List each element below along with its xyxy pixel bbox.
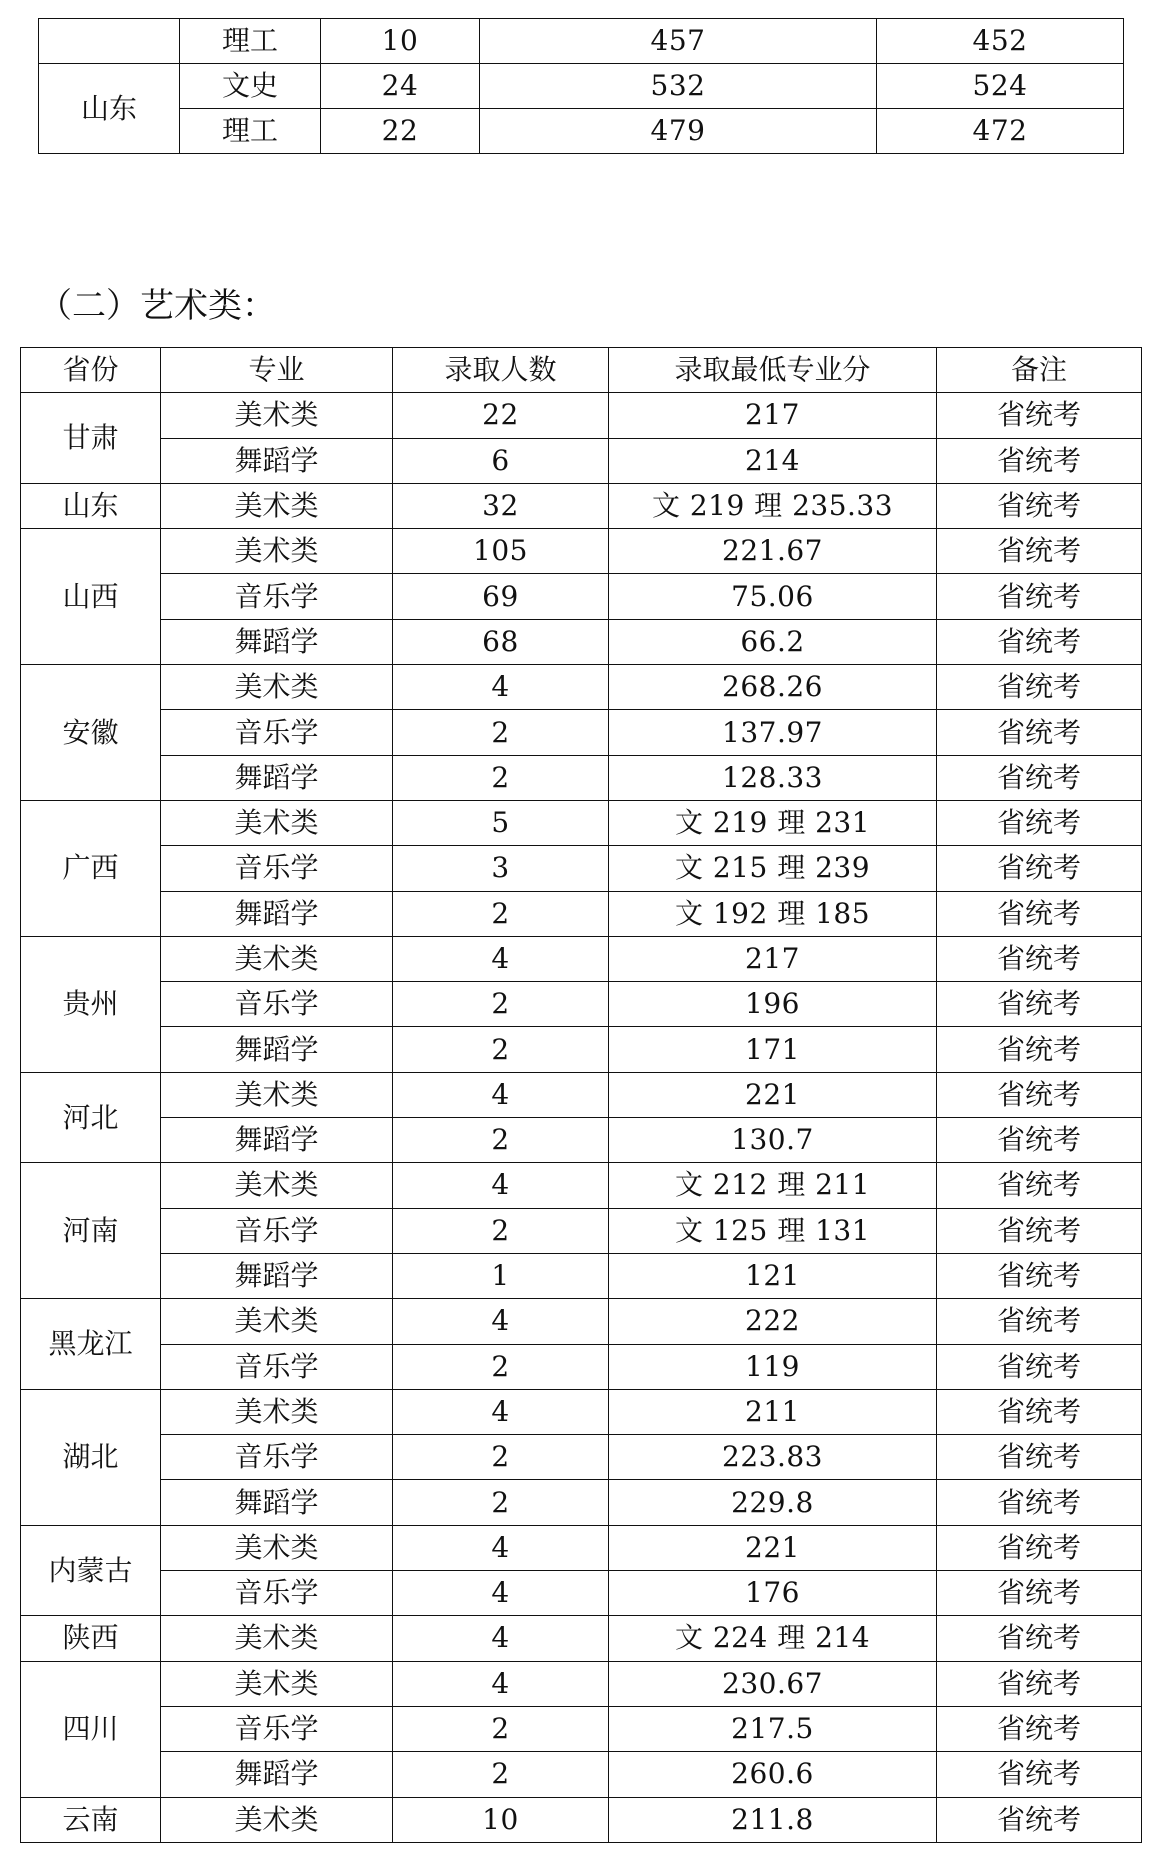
major-cell: 舞蹈学 — [161, 755, 393, 800]
header-row — [21, 348, 1142, 393]
count-cell: 4 — [393, 1072, 609, 1117]
major-cell: 舞蹈学 — [161, 1752, 393, 1797]
table-row — [21, 483, 1142, 528]
major-cell: 美术类 — [161, 1389, 393, 1434]
province-cell: 湖北 — [21, 1389, 161, 1525]
art-table-body — [21, 393, 1142, 1843]
table-row — [21, 665, 1142, 710]
note-cell: 省统考 — [937, 1797, 1142, 1842]
min-score-cell: 文 212 理 211 — [609, 1163, 937, 1208]
count-cell: 69 — [393, 574, 609, 619]
min-score-cell: 230.67 — [609, 1661, 937, 1706]
major-cell: 舞蹈学 — [161, 891, 393, 936]
table-row — [21, 1797, 1142, 1842]
note-cell: 省统考 — [937, 1752, 1142, 1797]
score-cell: 472 — [877, 109, 1124, 154]
major-cell: 舞蹈学 — [161, 619, 393, 664]
note-cell: 省统考 — [937, 1525, 1142, 1570]
min-score-cell: 211 — [609, 1389, 937, 1434]
min-score-cell: 176 — [609, 1571, 937, 1616]
note-cell: 省统考 — [937, 529, 1142, 574]
note-cell: 省统考 — [937, 936, 1142, 981]
count-cell: 32 — [393, 483, 609, 528]
major-cell: 美术类 — [161, 393, 393, 438]
note-cell: 省统考 — [937, 619, 1142, 664]
table-row — [21, 1435, 1142, 1480]
count-cell: 2 — [393, 1118, 609, 1163]
table-row — [21, 846, 1142, 891]
header-count: 录取人数 — [393, 348, 609, 393]
min-score-cell: 211.8 — [609, 1797, 937, 1842]
count-cell: 4 — [393, 1163, 609, 1208]
note-cell: 省统考 — [937, 1571, 1142, 1616]
table-row — [21, 393, 1142, 438]
category-cell: 理工 — [180, 109, 321, 154]
count-cell: 4 — [393, 1389, 609, 1434]
major-cell: 美术类 — [161, 1072, 393, 1117]
min-score-cell: 66.2 — [609, 619, 937, 664]
table-row — [21, 1163, 1142, 1208]
table-row — [21, 800, 1142, 845]
province-cell: 贵州 — [21, 936, 161, 1072]
major-cell: 音乐学 — [161, 982, 393, 1027]
major-cell: 美术类 — [161, 1299, 393, 1344]
header-note: 备注 — [937, 348, 1142, 393]
min-score-cell: 221 — [609, 1525, 937, 1570]
min-score-cell: 128.33 — [609, 755, 937, 800]
count-cell: 3 — [393, 846, 609, 891]
table-row — [21, 1661, 1142, 1706]
art-admission-table — [20, 347, 1142, 1843]
note-cell: 省统考 — [937, 1389, 1142, 1434]
major-cell: 音乐学 — [161, 1706, 393, 1751]
note-cell: 省统考 — [937, 1299, 1142, 1344]
province-cell: 山东 — [39, 64, 180, 154]
major-cell: 舞蹈学 — [161, 1027, 393, 1072]
count-cell: 2 — [393, 1480, 609, 1525]
note-cell: 省统考 — [937, 1435, 1142, 1480]
min-score-cell: 221.67 — [609, 529, 937, 574]
province-cell: 四川 — [21, 1661, 161, 1797]
min-score-cell: 137.97 — [609, 710, 937, 755]
count-cell: 6 — [393, 438, 609, 483]
major-cell: 舞蹈学 — [161, 1118, 393, 1163]
province-cell: 黑龙江 — [21, 1299, 161, 1390]
note-cell: 省统考 — [937, 1163, 1142, 1208]
count-cell: 5 — [393, 800, 609, 845]
min-score-cell: 217 — [609, 393, 937, 438]
province-cell: 甘肃 — [21, 393, 161, 484]
min-score-cell: 171 — [609, 1027, 937, 1072]
note-cell: 省统考 — [937, 574, 1142, 619]
min-score-cell: 222 — [609, 1299, 937, 1344]
table-row — [21, 1072, 1142, 1117]
major-cell: 音乐学 — [161, 846, 393, 891]
count-cell: 1 — [393, 1253, 609, 1298]
table-row — [21, 1299, 1142, 1344]
note-cell: 省统考 — [937, 982, 1142, 1027]
count-cell: 2 — [393, 1752, 609, 1797]
note-cell: 省统考 — [937, 1118, 1142, 1163]
major-cell: 音乐学 — [161, 1435, 393, 1480]
note-cell: 省统考 — [937, 665, 1142, 710]
note-cell: 省统考 — [937, 800, 1142, 845]
major-cell: 美术类 — [161, 1661, 393, 1706]
province-cell: 山东 — [21, 483, 161, 528]
table-row — [21, 1208, 1142, 1253]
header-min-score: 录取最低专业分 — [609, 348, 937, 393]
table-row — [21, 1706, 1142, 1751]
table-row — [21, 1389, 1142, 1434]
major-cell: 美术类 — [161, 529, 393, 574]
count-cell: 22 — [321, 109, 480, 154]
province-cell: 陕西 — [21, 1616, 161, 1661]
min-score-cell: 268.26 — [609, 665, 937, 710]
table-row — [21, 574, 1142, 619]
major-cell: 美术类 — [161, 483, 393, 528]
score-cell: 452 — [877, 19, 1124, 64]
note-cell: 省统考 — [937, 846, 1142, 891]
score-cell: 457 — [480, 19, 877, 64]
major-cell: 美术类 — [161, 1163, 393, 1208]
major-cell: 美术类 — [161, 1797, 393, 1842]
table-row — [21, 982, 1142, 1027]
table-row — [39, 19, 1124, 64]
table-row — [21, 755, 1142, 800]
note-cell: 省统考 — [937, 1616, 1142, 1661]
table-row — [21, 710, 1142, 755]
count-cell: 2 — [393, 891, 609, 936]
table-row — [21, 619, 1142, 664]
min-score-cell: 文 219 理 235.33 — [609, 483, 937, 528]
table-row — [21, 1027, 1142, 1072]
score-cell: 524 — [877, 64, 1124, 109]
note-cell: 省统考 — [937, 1027, 1142, 1072]
min-score-cell: 260.6 — [609, 1752, 937, 1797]
note-cell: 省统考 — [937, 393, 1142, 438]
table-row — [21, 891, 1142, 936]
count-cell: 4 — [393, 1299, 609, 1344]
count-cell: 2 — [393, 1208, 609, 1253]
count-cell: 2 — [393, 1344, 609, 1389]
count-cell: 68 — [393, 619, 609, 664]
province-cell: 安徽 — [21, 665, 161, 801]
header-province: 省份 — [21, 348, 161, 393]
min-score-cell: 75.06 — [609, 574, 937, 619]
min-score-cell: 217.5 — [609, 1706, 937, 1751]
min-score-cell: 229.8 — [609, 1480, 937, 1525]
table-row — [39, 64, 1124, 109]
major-cell: 舞蹈学 — [161, 1253, 393, 1298]
major-cell: 美术类 — [161, 1616, 393, 1661]
min-score-cell: 121 — [609, 1253, 937, 1298]
major-cell: 美术类 — [161, 1525, 393, 1570]
count-cell: 2 — [393, 982, 609, 1027]
major-cell: 舞蹈学 — [161, 438, 393, 483]
major-cell: 音乐学 — [161, 710, 393, 755]
major-cell: 音乐学 — [161, 1344, 393, 1389]
count-cell: 2 — [393, 755, 609, 800]
table-row — [21, 1253, 1142, 1298]
min-score-cell: 221 — [609, 1072, 937, 1117]
note-cell: 省统考 — [937, 483, 1142, 528]
note-cell: 省统考 — [937, 755, 1142, 800]
min-score-cell: 文 192 理 185 — [609, 891, 937, 936]
province-cell: 河北 — [21, 1072, 161, 1163]
province-cell: 广西 — [21, 800, 161, 936]
category-cell: 理工 — [180, 19, 321, 64]
province-cell: 山西 — [21, 529, 161, 665]
note-cell: 省统考 — [937, 1480, 1142, 1525]
table-row — [21, 1752, 1142, 1797]
science-liberal-arts-table — [38, 18, 1124, 154]
note-cell: 省统考 — [937, 1072, 1142, 1117]
count-cell: 10 — [393, 1797, 609, 1842]
table-row — [21, 1344, 1142, 1389]
note-cell: 省统考 — [937, 1344, 1142, 1389]
score-cell: 479 — [480, 109, 877, 154]
note-cell: 省统考 — [937, 710, 1142, 755]
min-score-cell: 223.83 — [609, 1435, 937, 1480]
category-cell: 文史 — [180, 64, 321, 109]
count-cell: 4 — [393, 1661, 609, 1706]
min-score-cell: 217 — [609, 936, 937, 981]
min-score-cell: 文 224 理 214 — [609, 1616, 937, 1661]
table-row — [39, 109, 1124, 154]
major-cell: 美术类 — [161, 936, 393, 981]
province-cell: 河南 — [21, 1163, 161, 1299]
table-row — [21, 1118, 1142, 1163]
table-row — [21, 1480, 1142, 1525]
count-cell: 2 — [393, 710, 609, 755]
province-cell — [39, 19, 180, 64]
count-cell: 10 — [321, 19, 480, 64]
score-cell: 532 — [480, 64, 877, 109]
major-cell: 音乐学 — [161, 1571, 393, 1616]
table-row — [21, 1525, 1142, 1570]
count-cell: 4 — [393, 665, 609, 710]
count-cell: 2 — [393, 1027, 609, 1072]
count-cell: 24 — [321, 64, 480, 109]
count-cell: 4 — [393, 1571, 609, 1616]
count-cell: 4 — [393, 936, 609, 981]
count-cell: 4 — [393, 1525, 609, 1570]
table-row — [21, 936, 1142, 981]
table-row — [21, 1616, 1142, 1661]
note-cell: 省统考 — [937, 1253, 1142, 1298]
section-heading: （二）艺术类： — [38, 286, 276, 326]
note-cell: 省统考 — [937, 891, 1142, 936]
province-cell: 内蒙古 — [21, 1525, 161, 1616]
min-score-cell: 文 215 理 239 — [609, 846, 937, 891]
min-score-cell: 130.7 — [609, 1118, 937, 1163]
min-score-cell: 文 125 理 131 — [609, 1208, 937, 1253]
note-cell: 省统考 — [937, 1706, 1142, 1751]
header-major: 专业 — [161, 348, 393, 393]
min-score-cell: 119 — [609, 1344, 937, 1389]
note-cell: 省统考 — [937, 438, 1142, 483]
major-cell: 舞蹈学 — [161, 1480, 393, 1525]
min-score-cell: 214 — [609, 438, 937, 483]
count-cell: 2 — [393, 1435, 609, 1480]
count-cell: 2 — [393, 1706, 609, 1751]
table-row — [21, 438, 1142, 483]
min-score-cell: 文 219 理 231 — [609, 800, 937, 845]
min-score-cell: 196 — [609, 982, 937, 1027]
table-row — [21, 529, 1142, 574]
count-cell: 105 — [393, 529, 609, 574]
major-cell: 音乐学 — [161, 574, 393, 619]
note-cell: 省统考 — [937, 1208, 1142, 1253]
major-cell: 美术类 — [161, 800, 393, 845]
major-cell: 美术类 — [161, 665, 393, 710]
table-row — [21, 1571, 1142, 1616]
note-cell: 省统考 — [937, 1661, 1142, 1706]
count-cell: 22 — [393, 393, 609, 438]
count-cell: 4 — [393, 1616, 609, 1661]
major-cell: 音乐学 — [161, 1208, 393, 1253]
province-cell: 云南 — [21, 1797, 161, 1842]
